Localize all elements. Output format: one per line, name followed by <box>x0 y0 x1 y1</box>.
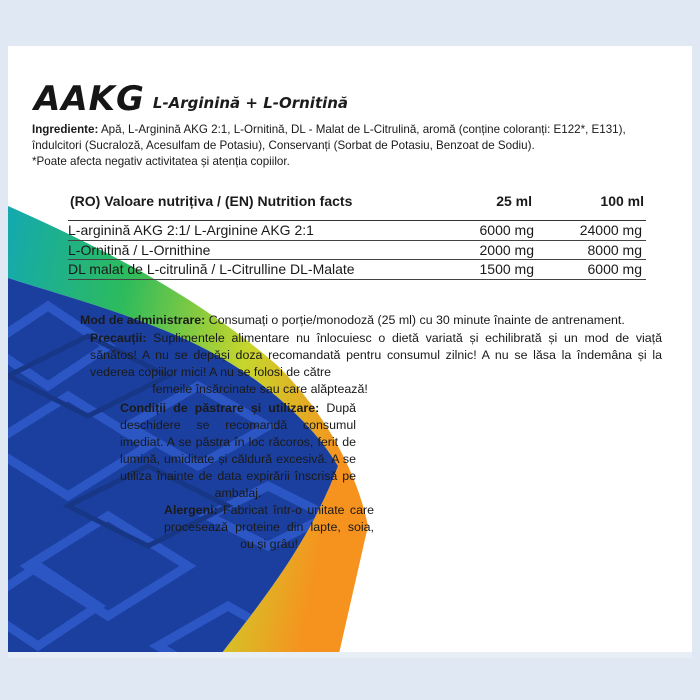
brand-name: AAKG <box>34 79 145 119</box>
nutrient-name: L-Ornitină / L-Ornithine <box>68 241 211 258</box>
precautions-block <box>90 330 662 398</box>
administration-text: Consumați o porție/monodoză (25 ml) cu 30 minute înainte de antrenament. <box>205 313 625 327</box>
product-label <box>8 46 692 658</box>
table-row <box>68 221 646 241</box>
storage-block <box>120 400 356 502</box>
column-100ml: 100 ml <box>600 193 644 209</box>
precautions-tail: femeile însărcinate sau care alăptează! <box>152 382 368 396</box>
column-25ml: 25 ml <box>496 193 532 209</box>
nutrition-table <box>68 220 646 280</box>
nutrient-value-100ml: 8000 mg <box>587 241 642 258</box>
precautions-text: Suplimentele alimentare nu înlocuiesc o dietă variată și echilibrată și un mod de viață sănătos! A nu se depăși doza recomandată pentru consumul zilnic! A nu se lăsa la îndemâna și la vederea copiilor mici! A nu se folosi de către <box>90 331 662 379</box>
nutrition-title: (RO) Valoare nutrițiva / (EN) Nutrition facts <box>70 193 353 209</box>
brand-header <box>34 70 348 118</box>
ingredients-block <box>32 122 652 170</box>
nutrient-value-100ml: 6000 mg <box>587 261 642 278</box>
table-row <box>68 260 646 280</box>
ingredients-note: *Poate afecta negativ activitatea și atenția copiilor. <box>32 155 290 168</box>
ingredients-label: Ingrediente: <box>32 123 99 136</box>
nutrient-value-25ml: 6000 mg <box>479 222 534 239</box>
nutrient-name: L-arginină AKG 2:1/ L-Arginine AKG 2:1 <box>68 222 314 239</box>
brand-tagline: L-Arginină + L-Ornitină <box>152 94 349 112</box>
allergens-block <box>164 502 374 553</box>
storage-text: După deschidere se recomandă consumul imediat. A se păstra în loc răcoros, ferit de lumină, umiditate și căldură excesivă. A se utiliza înainte de data expirării înscrisă pe ambalaj. <box>120 401 356 500</box>
nutrient-name: DL malat de L-citrulină / L-Citrulline DL-Malate <box>68 261 355 278</box>
administration-block <box>80 312 672 329</box>
table-row <box>68 241 646 261</box>
nutrient-value-100ml: 24000 mg <box>579 222 642 239</box>
storage-label: Condiții de păstrare și utilizare: <box>120 401 320 415</box>
administration-label: Mod de administrare: <box>80 313 206 327</box>
ingredients-text: Apă, L-Arginină AKG 2:1, L-Ornitină, DL - Malat de L-Citrulină, aromă (conține coloranți: E122*, E131), îndulcitori (Sucraloză, Acesulfam de Potasiu), Conservanți (Sorbat de Potasiu, Benzoat de Sodiu). <box>32 123 626 152</box>
allergens-text: Fabricat într-o unitate care procesează proteine din lapte, soia, ou și grâu! <box>164 503 374 551</box>
allergens-label: Alergeni: <box>164 503 218 517</box>
nutrient-value-25ml: 2000 mg <box>479 241 534 258</box>
nutrition-header <box>70 192 644 210</box>
nutrient-value-25ml: 1500 mg <box>479 261 534 278</box>
precautions-label: Precauții: <box>90 331 147 345</box>
